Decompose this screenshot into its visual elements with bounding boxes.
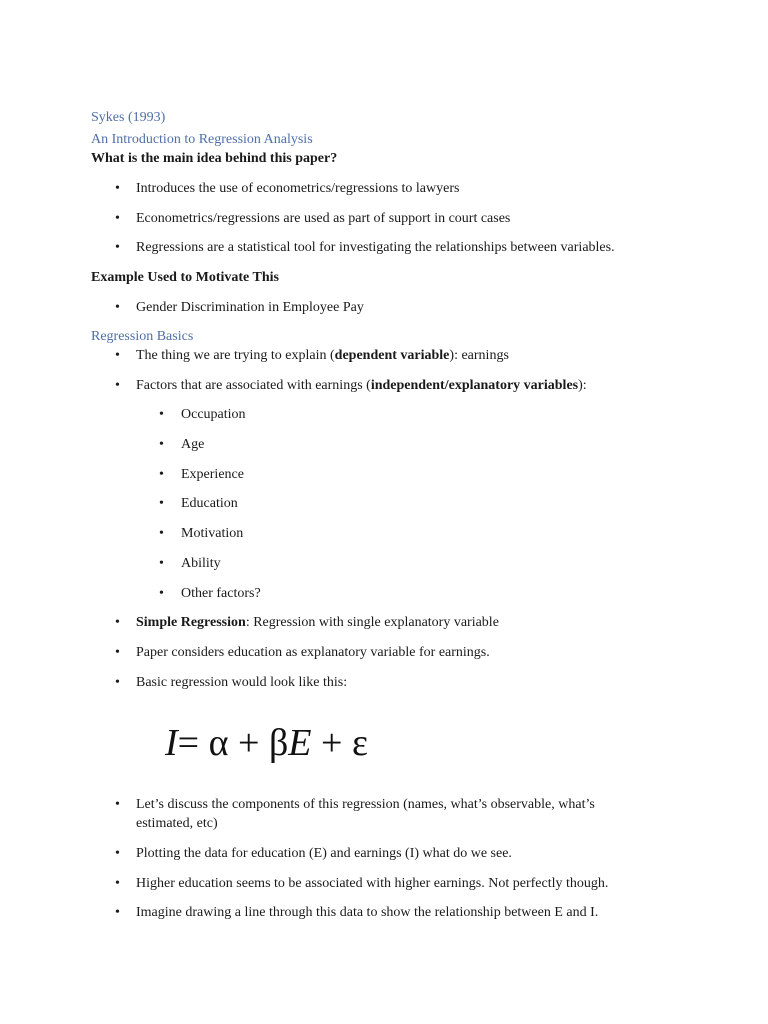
list-item: Experience — [181, 467, 244, 482]
equation-alpha: α — [208, 722, 229, 764]
bullet-marker: • — [159, 437, 164, 452]
text-span: The thing we are trying to explain ( — [136, 348, 335, 363]
list-item: Basic regression would look like this: — [136, 675, 348, 690]
equation-earnings-variable: I — [165, 722, 178, 764]
list-item: Econometrics/regressions are used as part of support in court cases — [136, 211, 511, 226]
list-item: Plotting the data for education (E) and earnings (I) what do we see. — [136, 846, 512, 861]
equation-equals: = — [177, 722, 209, 764]
list-item: Age — [181, 437, 205, 452]
bold-term: independent/explanatory variables — [370, 378, 579, 393]
text-span: ): — [578, 378, 587, 393]
bullet-marker: • — [115, 240, 120, 255]
section-heading: Regression Basics — [91, 329, 194, 344]
equation-epsilon: ε — [351, 722, 368, 764]
list-item: Higher education seems to be associated with higher earnings. Not perfectly though. — [136, 876, 609, 891]
bullet-marker: • — [159, 586, 164, 601]
simple-regression-item — [136, 614, 499, 632]
bullet-marker: • — [159, 467, 164, 482]
list-item: Gender Discrimination in Employee Pay — [136, 300, 364, 315]
list-item: Motivation — [181, 526, 244, 541]
bullet-marker: • — [115, 348, 120, 363]
equation-plus: + — [228, 722, 269, 764]
bullet-marker: • — [159, 556, 164, 571]
example-heading: Example Used to Motivate This — [91, 270, 279, 285]
list-item: Other factors? — [181, 586, 261, 601]
paper-citation-heading: Sykes (1993) — [91, 110, 166, 125]
bullet-marker: • — [115, 211, 120, 226]
bullet-marker: • — [115, 846, 120, 861]
bullet-marker: • — [115, 876, 120, 891]
bullet-marker: • — [159, 407, 164, 422]
text-span: Factors that are associated with earnings ( — [136, 378, 371, 393]
independent-variables-item — [136, 377, 587, 395]
list-item: Regressions are a statistical tool for investigating the relationships between variables. — [136, 240, 615, 255]
bullet-marker: • — [159, 526, 164, 541]
bullet-marker: • — [115, 797, 120, 812]
bullet-marker: • — [115, 905, 120, 920]
bullet-marker: • — [115, 645, 120, 660]
main-idea-question: What is the main idea behind this paper? — [91, 151, 338, 166]
dependent-variable-item — [136, 347, 509, 365]
list-item: Ability — [181, 556, 221, 571]
bold-term: dependent variable — [334, 348, 450, 363]
bullet-marker: • — [115, 615, 120, 630]
bullet-marker: • — [115, 675, 120, 690]
list-item-continuation: estimated, etc) — [136, 816, 218, 831]
text-span: : Regression with single explanatory variable — [245, 615, 499, 630]
list-item: Introduces the use of econometrics/regressions to lawyers — [136, 181, 460, 196]
list-item: Education — [181, 496, 238, 511]
list-item: Imagine drawing a line through this data to show the relationship between E and I. — [136, 905, 599, 920]
regression-equation — [165, 718, 368, 768]
equation-beta: β — [268, 722, 289, 764]
equation-plus: + — [311, 722, 352, 764]
text-span: ): earnings — [449, 348, 509, 363]
list-item: Occupation — [181, 407, 246, 422]
bullet-marker: • — [115, 378, 120, 393]
list-item: Paper considers education as explanatory variable for earnings. — [136, 645, 490, 660]
bullet-marker: • — [115, 181, 120, 196]
list-item: Let’s discuss the components of this regression (names, what’s observable, what’s — [136, 797, 595, 812]
bullet-marker: • — [115, 300, 120, 315]
equation-education-variable: E — [288, 722, 312, 764]
bullet-marker: • — [159, 496, 164, 511]
bold-term: Simple Regression — [136, 615, 246, 630]
paper-title-heading: An Introduction to Regression Analysis — [91, 132, 313, 147]
